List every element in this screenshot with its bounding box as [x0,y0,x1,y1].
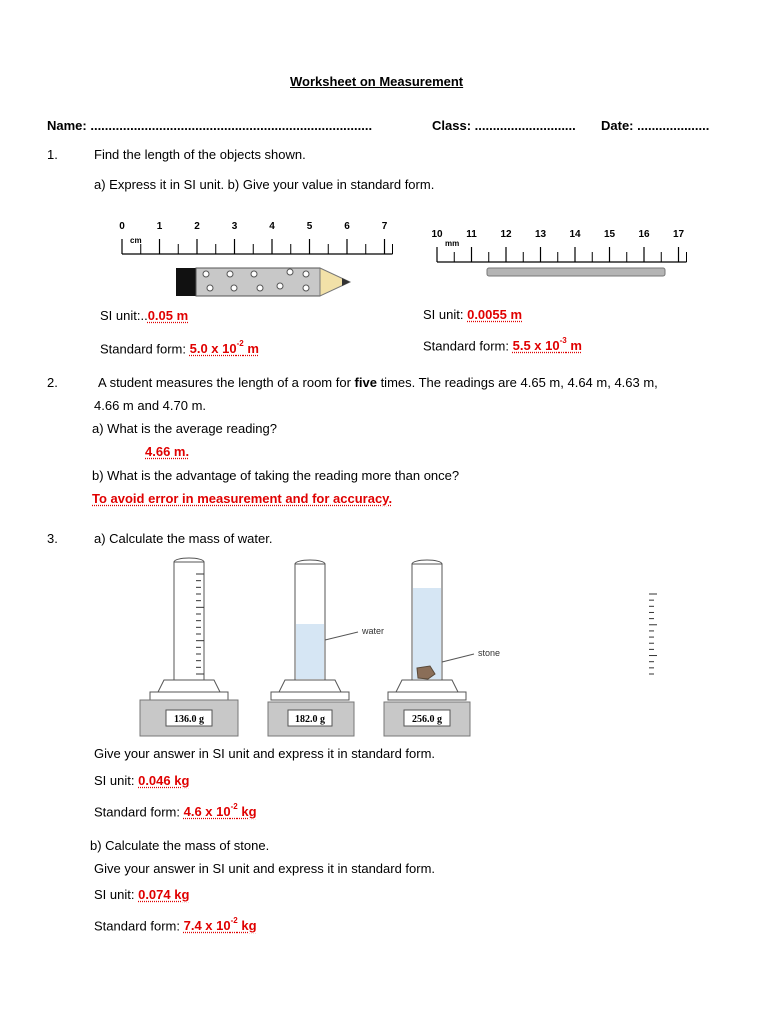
pencil-icon [176,268,350,296]
ruler-mm-unit: mm [445,239,460,248]
metal-rod [487,268,665,276]
q3b-instruction: Give your answer in SI unit and express it in standard form. [94,861,436,876]
cm-ruler-tick-label: 2 [194,221,200,232]
cm-ruler-tick-label: 0 [119,221,125,232]
q2-number: 2. [47,375,58,390]
label-water: water [362,626,385,636]
q3b-std-line: Standard form: 7.4 x $10^{-2}$ kg [94,916,257,934]
ruler-cm-unit: cm [130,236,142,245]
cm-ruler-tick-label: 6 [344,221,350,232]
q2a-question: a) What is the average reading? [92,421,277,436]
cm-ruler-tick-label: 4 [269,221,275,232]
class-field[interactable]: Class: ............................ [432,118,576,133]
q3b-si-line: SI unit: 0.074 kg [94,887,190,902]
q1-right-std-line: Standard form: 5.5 x $10^{-3}$ m [423,336,582,354]
setup-empty-cylinder [140,558,238,736]
mm-ruler-with-rod [425,222,705,282]
cm-ruler-with-pencil [110,218,410,298]
label-stone: stone [478,648,501,658]
q3a-si-line: SI unit: 0.046 kg [94,773,190,788]
balance-reading-1: 136.0 g [174,714,204,725]
q2-text: A student measures the length of a room for five times. The readings are 4.65 m, 4.64 m, 4.63 m, [98,375,658,390]
q3a-std-line: Standard form: 4.6 x $10^{-2}$ kg [94,802,257,820]
q3a-instruction: Give your answer in SI unit and express it in standard form. [94,746,436,761]
q2b-answer: To avoid error in measurement and for accuracy. [92,491,393,506]
q1-left-std-line: Standard form: 5.0 x $10^{-2}$ m [100,339,259,357]
mm-ruler-tick-label: 11 [466,229,477,240]
balance-reading-3: 256.0 g [412,714,442,725]
cm-ruler-tick-label: 5 [306,221,313,232]
q3a-question: a) Calculate the mass of water. [94,531,273,546]
mm-ruler-tick-label: 10 [431,229,443,240]
q1-left-si-line: SI unit:..0.05 m [100,308,189,323]
page-title: Worksheet on Measurement [290,74,464,89]
q3b-si-answer: 0.074 kg [138,887,190,902]
mm-ruler-tick-label: 15 [603,229,616,240]
name-field[interactable]: Name: .............................................................................. [47,118,373,133]
q1-left-std-answer: 5.0 x $10^{-2}$ m [189,339,259,357]
q1-subtext: a) Express it in SI unit. b) Give your value in standard form. [94,177,435,192]
q1-right-std-answer: 5.5 x $10^{-3}$ m [512,336,582,354]
cylinders-on-balances [140,552,540,742]
q1-left-si-answer: 0.05 m [147,308,189,323]
mm-ruler-tick-label: 13 [534,229,547,240]
mm-ruler-tick-label: 12 [500,229,512,240]
q3b-question: b) Calculate the mass of stone. [90,838,270,853]
q3a-std-answer: 4.6 x $10^{-2}$ kg [183,802,257,820]
cm-ruler-tick-label: 3 [231,221,238,232]
q3a-si-answer: 0.046 kg [138,773,190,788]
balance-reading-2: 182.0 g [295,714,325,725]
q3-number: 3. [47,531,58,546]
cm-ruler-tick-label: 1 [156,221,163,232]
q1-text: Find the length of the objects shown. [94,147,306,162]
q2-text-line2: 4.66 m and 4.70 m. [94,398,207,413]
date-field[interactable]: Date: .................... [601,118,710,133]
q3b-std-answer: 7.4 x $10^{-2}$ kg [183,916,257,934]
mm-ruler-tick-label: 17 [672,229,685,240]
q2b-question: b) What is the advantage of taking the reading more than once? [92,468,460,483]
q1-right-si-line: SI unit: 0.0055 m [423,307,523,322]
q1-number: 1. [47,147,58,162]
mm-ruler-tick-label: 16 [638,229,650,240]
q2a-answer: 4.66 m. [145,444,190,459]
mm-ruler-tick-label: 14 [569,229,581,240]
setup-stone-cylinder [384,560,657,736]
q1-right-si-answer: 0.0055 m [467,307,523,322]
cm-ruler-tick-label: 7 [381,221,388,232]
